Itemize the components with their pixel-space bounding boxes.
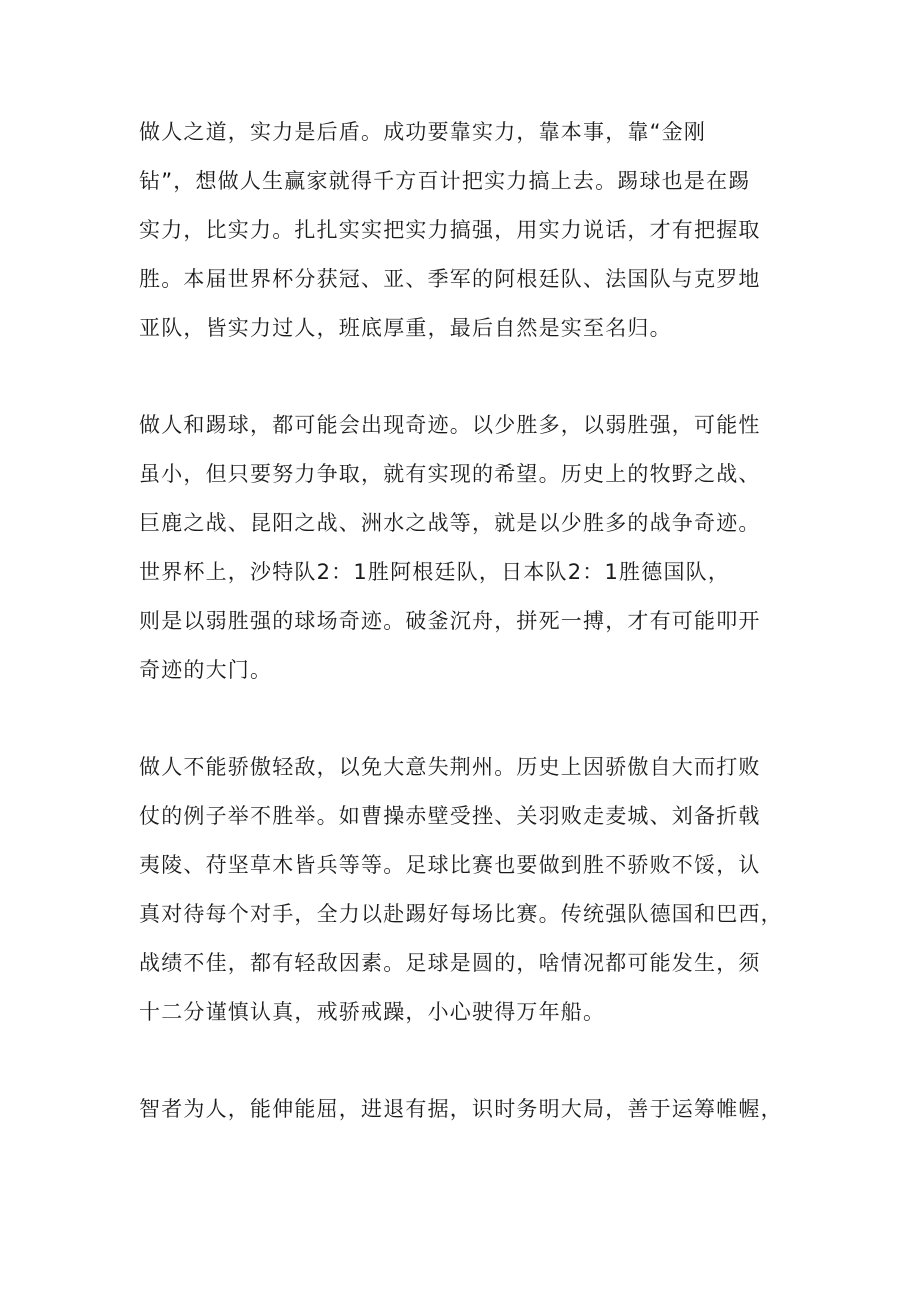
text-line: 真对待每个对手，全力以赴踢好每场比赛。传统强队德国和巴西，	[139, 902, 783, 926]
text-line: 做人之道，实力是后盾。成功要靠实力，靠本事，靠“金刚	[139, 120, 707, 144]
paragraph-1	[139, 108, 789, 353]
text-line: 则是以弱胜强的球场奇迹。破釜沉舟，拼死一搏，才有可能叩开	[139, 609, 761, 633]
paragraph-3	[139, 743, 789, 1037]
text-line: 奇迹的大门。	[139, 658, 273, 682]
text-line: 夷陵、苻坚草木皆兵等等。足球比赛也要做到胜不骄败不馁，认	[139, 853, 761, 877]
text-line: 十二分谨慎认真，戒骄戒躁，小心驶得万年船。	[139, 1000, 606, 1024]
text-line: 虽小，但只要努力争取，就有实现的希望。历史上的牧野之战、	[139, 462, 761, 486]
text-line: 巨鹿之战、昆阳之战、洲水之战等，就是以少胜多的战争奇迹。	[139, 511, 761, 535]
text-line: 实力，比实力。扎扎实实把实力搞强，用实力说话，才有把握取	[139, 218, 761, 242]
text-line: 世界杯上，沙特队2：1胜阿根廷队，日本队2：1胜德国队，	[139, 560, 731, 584]
text-line: 做人不能骄傲轻敌，以免大意失荆州。历史上因骄傲自大而打败	[139, 755, 761, 779]
text-line: 仗的例子举不胜举。如曹操赤壁受挫、关羽败走麦城、刘备折戟	[139, 804, 761, 828]
text-line: 胜。本届世界杯分获冠、亚、季军的阿根廷队、法国队与克罗地	[139, 267, 761, 291]
text-line: 战绩不佳，都有轻敌因素。足球是圆的，啥情况都可能发生，须	[139, 951, 761, 975]
text-line: 钻”，想做人生赢家就得千方百计把实力搞上去。踢球也是在踢	[139, 169, 751, 193]
document-body	[139, 108, 789, 1182]
text-line: 智者为人，能伸能屈，进退有据，识时务明大局，善于运筹帷幄，	[139, 1097, 783, 1121]
text-line: 亚队，皆实力过人，班底厚重，最后自然是实至名归。	[139, 316, 672, 340]
text-line: 做人和踢球，都可能会出现奇迹。以少胜多，以弱胜强，可能性	[139, 413, 761, 437]
paragraph-2	[139, 401, 789, 695]
paragraph-4	[139, 1085, 789, 1134]
